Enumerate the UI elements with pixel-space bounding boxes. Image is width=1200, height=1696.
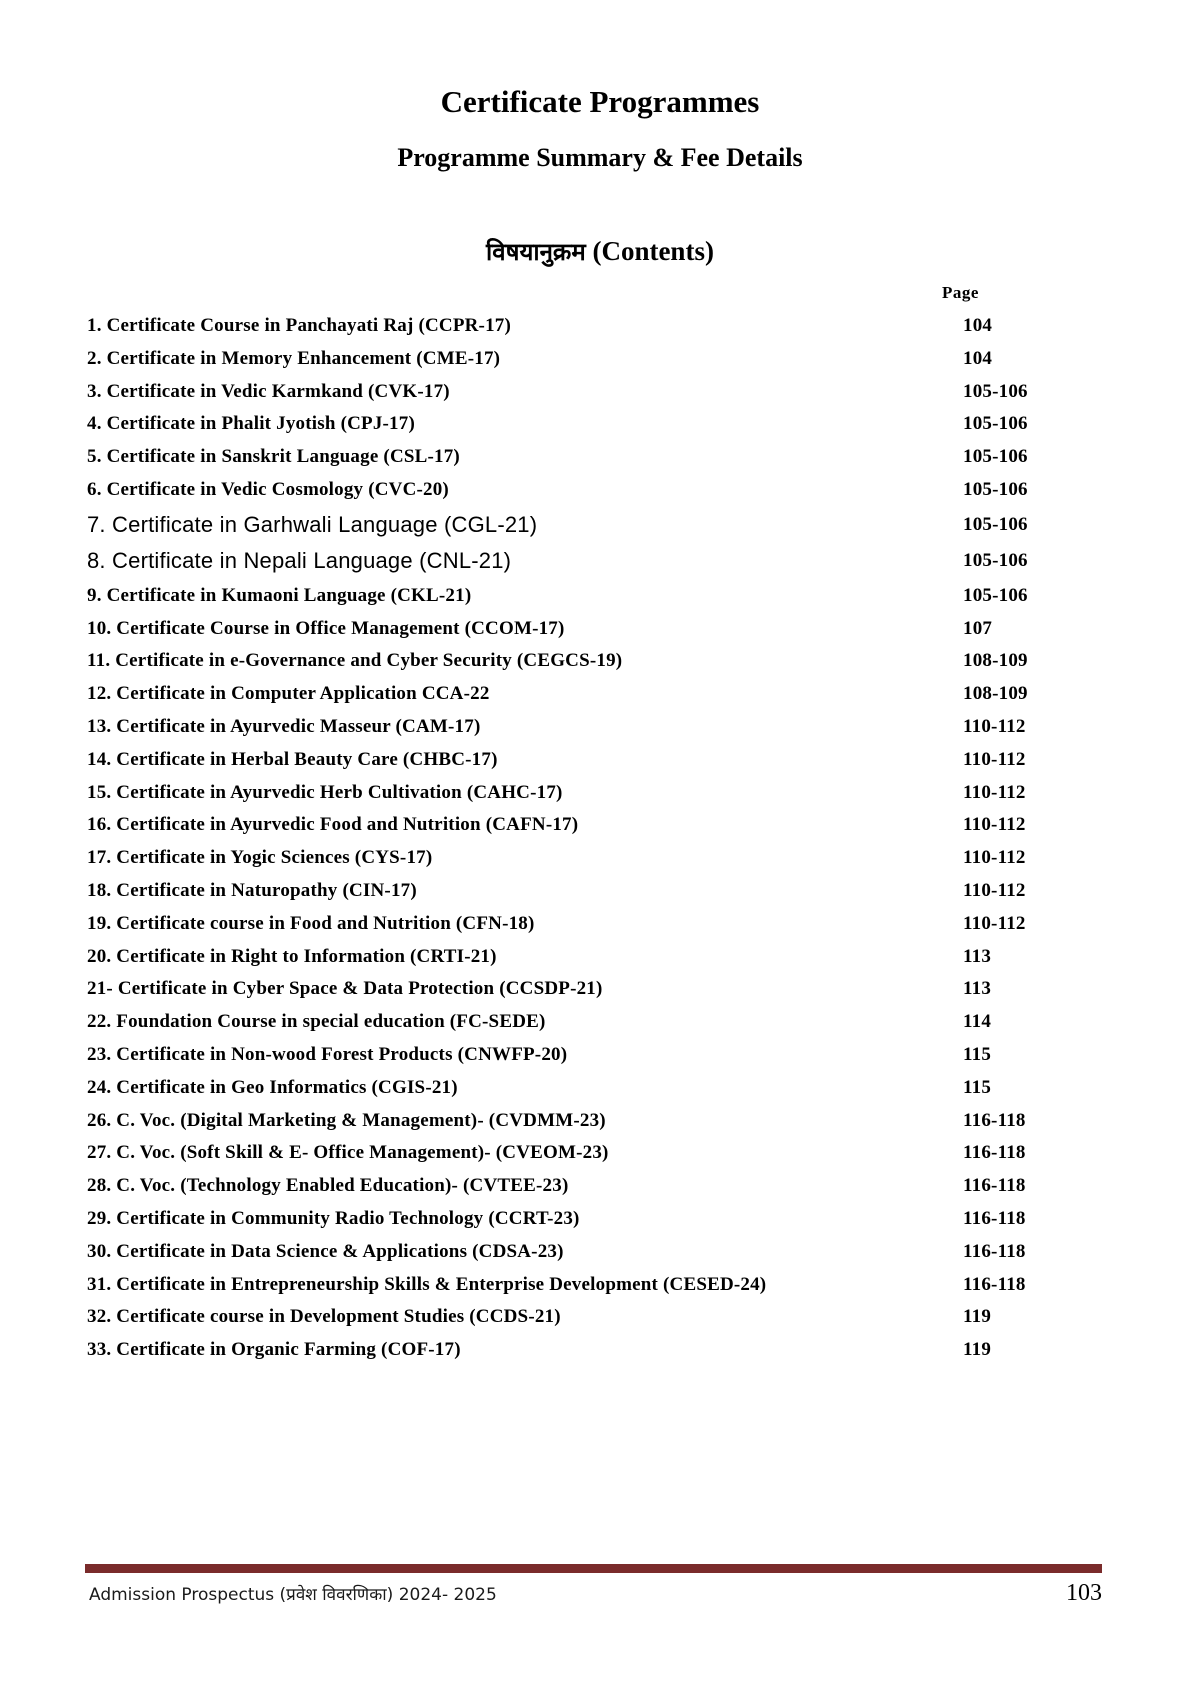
toc-entry <box>87 875 1087 908</box>
toc-entry-title: 22. Foundation Course in special education (FC-SEDE) <box>87 1011 546 1033</box>
toc-entry-title: 33. Certificate in Organic Farming (COF-17) <box>87 1339 461 1361</box>
page-subtitle: Programme Summary & Fee Details <box>397 143 803 172</box>
toc-entry <box>87 678 1087 711</box>
toc-entry <box>87 408 1087 441</box>
toc-entry <box>87 1301 1087 1334</box>
toc-entry <box>87 908 1087 941</box>
toc-entry-title: 10. Certificate Course in Office Management (CCOM-17) <box>87 617 565 639</box>
toc-entry-page: 115 <box>963 1076 992 1098</box>
toc-entry-page: 116-118 <box>963 1175 1026 1197</box>
toc-entry <box>87 809 1087 842</box>
toc-entry-page: 119 <box>963 1339 992 1361</box>
toc-entry <box>87 1039 1087 1072</box>
toc-entry <box>87 310 1087 343</box>
toc-entry-title: 27. C. Voc. (Soft Skill & E- Office Management)- (CVEOM-23) <box>87 1142 609 1164</box>
toc-entry-title: 1. Certificate Course in Panchayati Raj (CCPR-17) <box>87 315 512 336</box>
toc-entry-page: 116-118 <box>963 1109 1026 1131</box>
toc-entry-title: 9. Certificate in Kumaoni Language (CKL-21) <box>87 584 472 606</box>
toc-entry-page: 115 <box>963 1043 992 1065</box>
toc-entry <box>87 507 1087 544</box>
toc-entry-title: 23. Certificate in Non-wood Forest Products (CNWFP-20) <box>87 1043 568 1065</box>
toc-entry-page: 116-118 <box>963 1273 1026 1295</box>
toc-entry-title: 8. Certificate in Nepali Language (CNL-21) <box>87 548 512 574</box>
toc-entry <box>87 543 1087 580</box>
toc-entry <box>87 1236 1087 1269</box>
toc-entry-title: 14. Certificate in Herbal Beauty Care (CHBC-17) <box>87 748 498 770</box>
toc-entry <box>87 1170 1087 1203</box>
toc-entry <box>87 777 1087 810</box>
toc-entry-title: 20. Certificate in Right to Information (CRTI-21) <box>87 945 497 967</box>
toc-entry-page: 116-118 <box>963 1240 1026 1262</box>
footer-page-number: 103 <box>1066 1580 1102 1606</box>
footer-rule <box>85 1564 1102 1573</box>
toc-entry-title: 24. Certificate in Geo Informatics (CGIS-21) <box>87 1076 458 1098</box>
toc-entry <box>87 441 1087 474</box>
toc-entry-title: 18. Certificate in Naturopathy (CIN-17) <box>87 879 417 901</box>
toc-entry-page: 105-106 <box>963 413 1028 435</box>
toc-entry-title: 4. Certificate in Phalit Jyotish (CPJ-17) <box>87 413 415 435</box>
toc-entry-page: 119 <box>963 1306 992 1328</box>
toc-entry-title: 19. Certificate course in Food and Nutrition (CFN-18) <box>87 912 535 934</box>
toc-entry <box>87 1203 1087 1236</box>
toc-entry-page: 104 <box>963 315 993 336</box>
toc-entry <box>87 1072 1087 1105</box>
page-column-header: Page <box>942 283 979 302</box>
contents-heading-english: (Contents) <box>592 236 714 266</box>
toc-entry-page: 108-109 <box>963 683 1028 705</box>
toc-entry-title: 29. Certificate in Community Radio Technology (CCRT-23) <box>87 1207 580 1229</box>
toc-entry-page: 104 <box>963 347 993 369</box>
contents-heading-hindi: विषयानुक्रम <box>486 238 586 266</box>
toc-entry-page: 116-118 <box>963 1142 1026 1164</box>
toc-entry-page: 113 <box>963 978 992 1000</box>
toc-entry-page: 116-118 <box>963 1207 1026 1229</box>
toc-entry <box>87 343 1087 376</box>
contents-heading <box>0 234 1200 269</box>
toc-entry <box>87 1334 1087 1367</box>
toc-entry-title: 32. Certificate course in Development Studies (CCDS-21) <box>87 1306 561 1328</box>
toc-entry <box>87 973 1087 1006</box>
toc-entry-page: 105-106 <box>963 478 1028 500</box>
toc-entry <box>87 842 1087 875</box>
toc-entry <box>87 376 1087 409</box>
toc-entry <box>87 1269 1087 1302</box>
footer-text: Admission Prospectus (प्रवेश विवरणिका) 2024- 2025 <box>89 1585 497 1605</box>
toc-entry <box>87 1105 1087 1138</box>
toc-entry-title: 26. C. Voc. (Digital Marketing & Management)- (CVDMM-23) <box>87 1109 606 1131</box>
toc-entry-title: 21- Certificate in Cyber Space & Data Protection (CCSDP-21) <box>87 978 603 1000</box>
toc-entry-title: 6. Certificate in Vedic Cosmology (CVC-20) <box>87 478 449 500</box>
toc-entry-title: 7. Certificate in Garhwali Language (CGL-21) <box>87 511 538 537</box>
toc-entry-title: 17. Certificate in Yogic Sciences (CYS-17) <box>87 847 433 869</box>
toc-entry-title: 13. Certificate in Ayurvedic Masseur (CAM-17) <box>87 715 481 737</box>
toc-entry <box>87 613 1087 646</box>
toc-entry-page: 105-106 <box>963 584 1028 606</box>
toc-entry-page: 105-106 <box>963 513 1028 535</box>
toc-entry-title: 31. Certificate in Entrepreneurship Skills & Enterprise Development (CESED-24) <box>87 1273 767 1295</box>
toc-entry-title: 15. Certificate in Ayurvedic Herb Cultivation (CAHC-17) <box>87 781 563 803</box>
toc-entry-page: 110-112 <box>963 715 1026 737</box>
toc-entry <box>87 941 1087 974</box>
page-title: Certificate Programmes <box>440 84 760 119</box>
toc-entry-title: 16. Certificate in Ayurvedic Food and Nutrition (CAFN-17) <box>87 814 579 836</box>
table-of-contents <box>87 310 1087 1367</box>
toc-entry-page: 105-106 <box>963 550 1028 572</box>
toc-entry <box>87 645 1087 678</box>
toc-entry <box>87 474 1087 507</box>
toc-entry <box>87 580 1087 613</box>
toc-entry-title: 11. Certificate in e-Governance and Cyber Security (CEGCS-19) <box>87 650 623 672</box>
toc-entry-page: 110-112 <box>963 912 1026 934</box>
toc-entry <box>87 744 1087 777</box>
toc-entry-page: 107 <box>963 617 993 639</box>
toc-entry-page: 110-112 <box>963 847 1026 869</box>
toc-entry-page: 108-109 <box>963 650 1028 672</box>
toc-entry-page: 114 <box>963 1011 992 1033</box>
toc-entry-page: 110-112 <box>963 748 1026 770</box>
toc-entry-page: 105-106 <box>963 446 1028 468</box>
toc-entry-page: 110-112 <box>963 879 1026 901</box>
toc-entry-page: 113 <box>963 945 992 967</box>
toc-entry <box>87 711 1087 744</box>
toc-entry <box>87 1137 1087 1170</box>
toc-entry-title: 28. C. Voc. (Technology Enabled Education)- (CVTEE-23) <box>87 1175 569 1197</box>
toc-entry-page: 110-112 <box>963 814 1026 836</box>
toc-entry-title: 12. Certificate in Computer Application CCA-22 <box>87 683 490 705</box>
toc-entry-title: 5. Certificate in Sanskrit Language (CSL-17) <box>87 446 460 468</box>
toc-entry-title: 2. Certificate in Memory Enhancement (CME-17) <box>87 347 501 369</box>
toc-entry-page: 105-106 <box>963 380 1028 402</box>
toc-entry <box>87 1006 1087 1039</box>
toc-entry-title: 30. Certificate in Data Science & Applications (CDSA-23) <box>87 1240 564 1262</box>
toc-entry-title: 3. Certificate in Vedic Karmkand (CVK-17) <box>87 380 450 402</box>
toc-entry-page: 110-112 <box>963 781 1026 803</box>
